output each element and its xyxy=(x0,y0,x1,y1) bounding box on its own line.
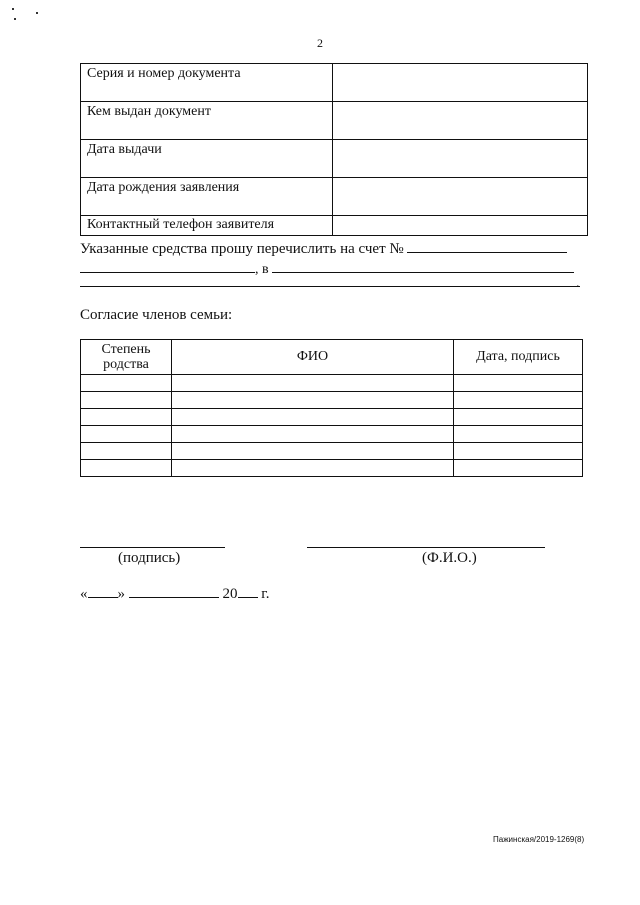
table-row xyxy=(81,426,583,443)
relation-cell[interactable] xyxy=(81,392,172,409)
family-consent-title: Согласие членов семьи: xyxy=(80,307,233,323)
scan-speck xyxy=(36,12,38,14)
row-value-field[interactable] xyxy=(333,102,588,140)
row-label: Дата выдачи xyxy=(81,140,333,178)
row-value-field[interactable] xyxy=(333,216,588,236)
row-label: Кем выдан документ xyxy=(81,102,333,140)
relation-cell[interactable] xyxy=(81,409,172,426)
row-value-field[interactable] xyxy=(333,64,588,102)
document-code: Пажинская/2019-1269(8) xyxy=(493,835,585,844)
table-row xyxy=(81,443,583,460)
page-number: 2 xyxy=(317,36,323,50)
date-signature-cell[interactable] xyxy=(454,460,583,477)
relation-cell[interactable] xyxy=(81,426,172,443)
column-header-name: ФИО xyxy=(172,340,454,375)
year-field[interactable] xyxy=(238,583,258,598)
column-header-relation: Степень родства xyxy=(81,340,172,375)
table-row xyxy=(81,460,583,477)
name-cell[interactable] xyxy=(172,392,454,409)
account-request-line xyxy=(80,238,567,258)
period-mark: . xyxy=(576,276,580,291)
name-cell[interactable] xyxy=(172,426,454,443)
date-signature-cell[interactable] xyxy=(454,409,583,426)
bank-name-field[interactable] xyxy=(272,258,574,273)
comma-in-text: , в xyxy=(255,262,269,277)
full-name-field[interactable] xyxy=(307,547,545,548)
signature-field[interactable] xyxy=(80,547,225,548)
month-field[interactable] xyxy=(129,583,219,598)
bank-line xyxy=(80,258,574,278)
year-suffix: г. xyxy=(261,586,270,602)
day-field[interactable] xyxy=(88,583,118,598)
table-row xyxy=(81,375,583,392)
name-cell[interactable] xyxy=(172,460,454,477)
scan-speck xyxy=(12,8,14,10)
close-quote: » xyxy=(117,586,125,602)
date-signature-cell[interactable] xyxy=(454,375,583,392)
account-number-field[interactable] xyxy=(407,238,567,253)
row-value-field[interactable] xyxy=(333,178,588,216)
table-row xyxy=(81,409,583,426)
name-cell[interactable] xyxy=(172,409,454,426)
row-label: Контактный телефон заявителя xyxy=(81,216,333,236)
account-request-text: Указанные средства прошу перечислить на счет № xyxy=(80,241,404,257)
account-continuation-field[interactable] xyxy=(80,258,255,273)
date-line xyxy=(80,583,269,603)
row-label: Дата рождения заявления xyxy=(81,178,333,216)
year-prefix: 20 xyxy=(222,586,238,602)
family-consent-table xyxy=(80,339,583,477)
scan-speck xyxy=(14,18,16,20)
name-cell[interactable] xyxy=(172,443,454,460)
full-name-caption: (Ф.И.О.) xyxy=(422,550,477,566)
table-row xyxy=(81,178,588,216)
row-label: Серия и номер документа xyxy=(81,64,333,102)
table-row xyxy=(81,64,588,102)
relation-cell[interactable] xyxy=(81,375,172,392)
relation-cell[interactable] xyxy=(81,443,172,460)
table-row xyxy=(81,216,588,236)
bank-name-continuation-field[interactable] xyxy=(80,286,580,287)
date-signature-cell[interactable] xyxy=(454,426,583,443)
date-signature-cell[interactable] xyxy=(454,443,583,460)
date-signature-cell[interactable] xyxy=(454,392,583,409)
row-value-field[interactable] xyxy=(333,140,588,178)
column-header-date-signature: Дата, подпись xyxy=(454,340,583,375)
table-row xyxy=(81,102,588,140)
table-header-row xyxy=(81,340,583,375)
signature-caption: (подпись) xyxy=(118,550,181,566)
table-row xyxy=(81,140,588,178)
table-row xyxy=(81,392,583,409)
open-quote: « xyxy=(80,586,88,602)
name-cell[interactable] xyxy=(172,375,454,392)
applicant-info-table xyxy=(80,63,588,236)
relation-cell[interactable] xyxy=(81,460,172,477)
